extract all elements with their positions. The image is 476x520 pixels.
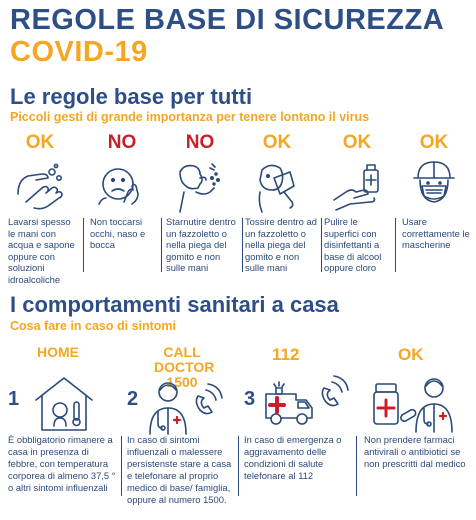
divider — [242, 218, 243, 272]
rule-text: Usare correttamente le mascherine — [402, 216, 470, 250]
step-number: 3 — [244, 388, 256, 410]
main-title: REGOLE BASE DI SICUREZZA — [10, 4, 445, 36]
doctor-phone-icon — [146, 378, 228, 436]
divider — [321, 218, 322, 272]
rule-status: OK — [342, 132, 372, 153]
rule-status: OK — [262, 132, 292, 153]
section1-heading: Le regole base per tutti — [10, 84, 253, 109]
ambulance-phone-icon — [262, 374, 352, 430]
rule-status: OK — [419, 132, 449, 153]
coughing-tissue-icon — [248, 158, 306, 216]
masked-worker-icon — [406, 156, 464, 214]
divider — [121, 436, 122, 496]
section2-subheading: Cosa fare in caso di sintomi — [10, 319, 177, 333]
rule-text: Lavarsi spesso le mani con acqua e sapone oppure con soluzioni idroalcoliche — [8, 216, 75, 285]
rule-status: NO — [107, 132, 137, 153]
disinfectant-spray-icon — [330, 158, 388, 216]
rule-text: Tossire dentro ad un fazzoletto o nella piega del gomito e non sulle mani — [245, 216, 317, 273]
step-text: In caso di sintomi influenzali o malessere persistenste stare a casa e telefonare al proprio medico di base/ famiglia, oppure al numero 1500. — [127, 434, 232, 505]
divider — [395, 218, 396, 272]
step-status: OK — [398, 345, 424, 364]
medicine-doctor-icon — [368, 374, 460, 434]
house-thermometer-icon — [30, 372, 110, 434]
section2-heading: I comportamenti sanitari a casa — [10, 292, 339, 317]
divider — [83, 218, 84, 272]
step-text: È obbligatorio rimanere a casa in presenza di febbre, con temperatura corporea di almeno 37,5 ° o altri sintomi influenzali — [8, 434, 116, 493]
rule-status: NO — [185, 132, 215, 153]
divider — [238, 436, 239, 496]
divider — [161, 218, 162, 272]
step-text: Non prendere farmaci antivirali o antibiotici se non prescritti dal medico — [364, 434, 466, 469]
rule-status: OK — [25, 132, 55, 153]
sneezing-person-icon — [170, 158, 228, 216]
step-number: 2 — [127, 388, 139, 410]
step-status: HOME — [37, 344, 79, 360]
hand-washing-icon — [12, 158, 70, 216]
face-touch-icon — [94, 158, 152, 216]
main-subtitle-covid: COVID-19 — [10, 36, 148, 68]
rule-text: Starnutire dentro un fazzoletto o nella piega del gomito e non sulle mani — [166, 216, 236, 273]
divider — [356, 436, 357, 496]
step-number: 1 — [8, 388, 20, 410]
step-status: CALL DOCTOR 1500 — [154, 344, 215, 390]
step-status: 112 — [272, 345, 300, 364]
section1-subheading: Piccoli gesti di grande importanza per tenere lontano il virus — [10, 110, 370, 124]
rule-text: Pulire le superfici con disinfettanti a base di alcool oppure cloro — [324, 216, 382, 273]
rule-text: Non toccarsi occhi, naso e bocca — [90, 216, 146, 250]
step-text: In caso di emergenza o aggravamento delle condizioni di salute telefonare al 112 — [244, 434, 342, 481]
